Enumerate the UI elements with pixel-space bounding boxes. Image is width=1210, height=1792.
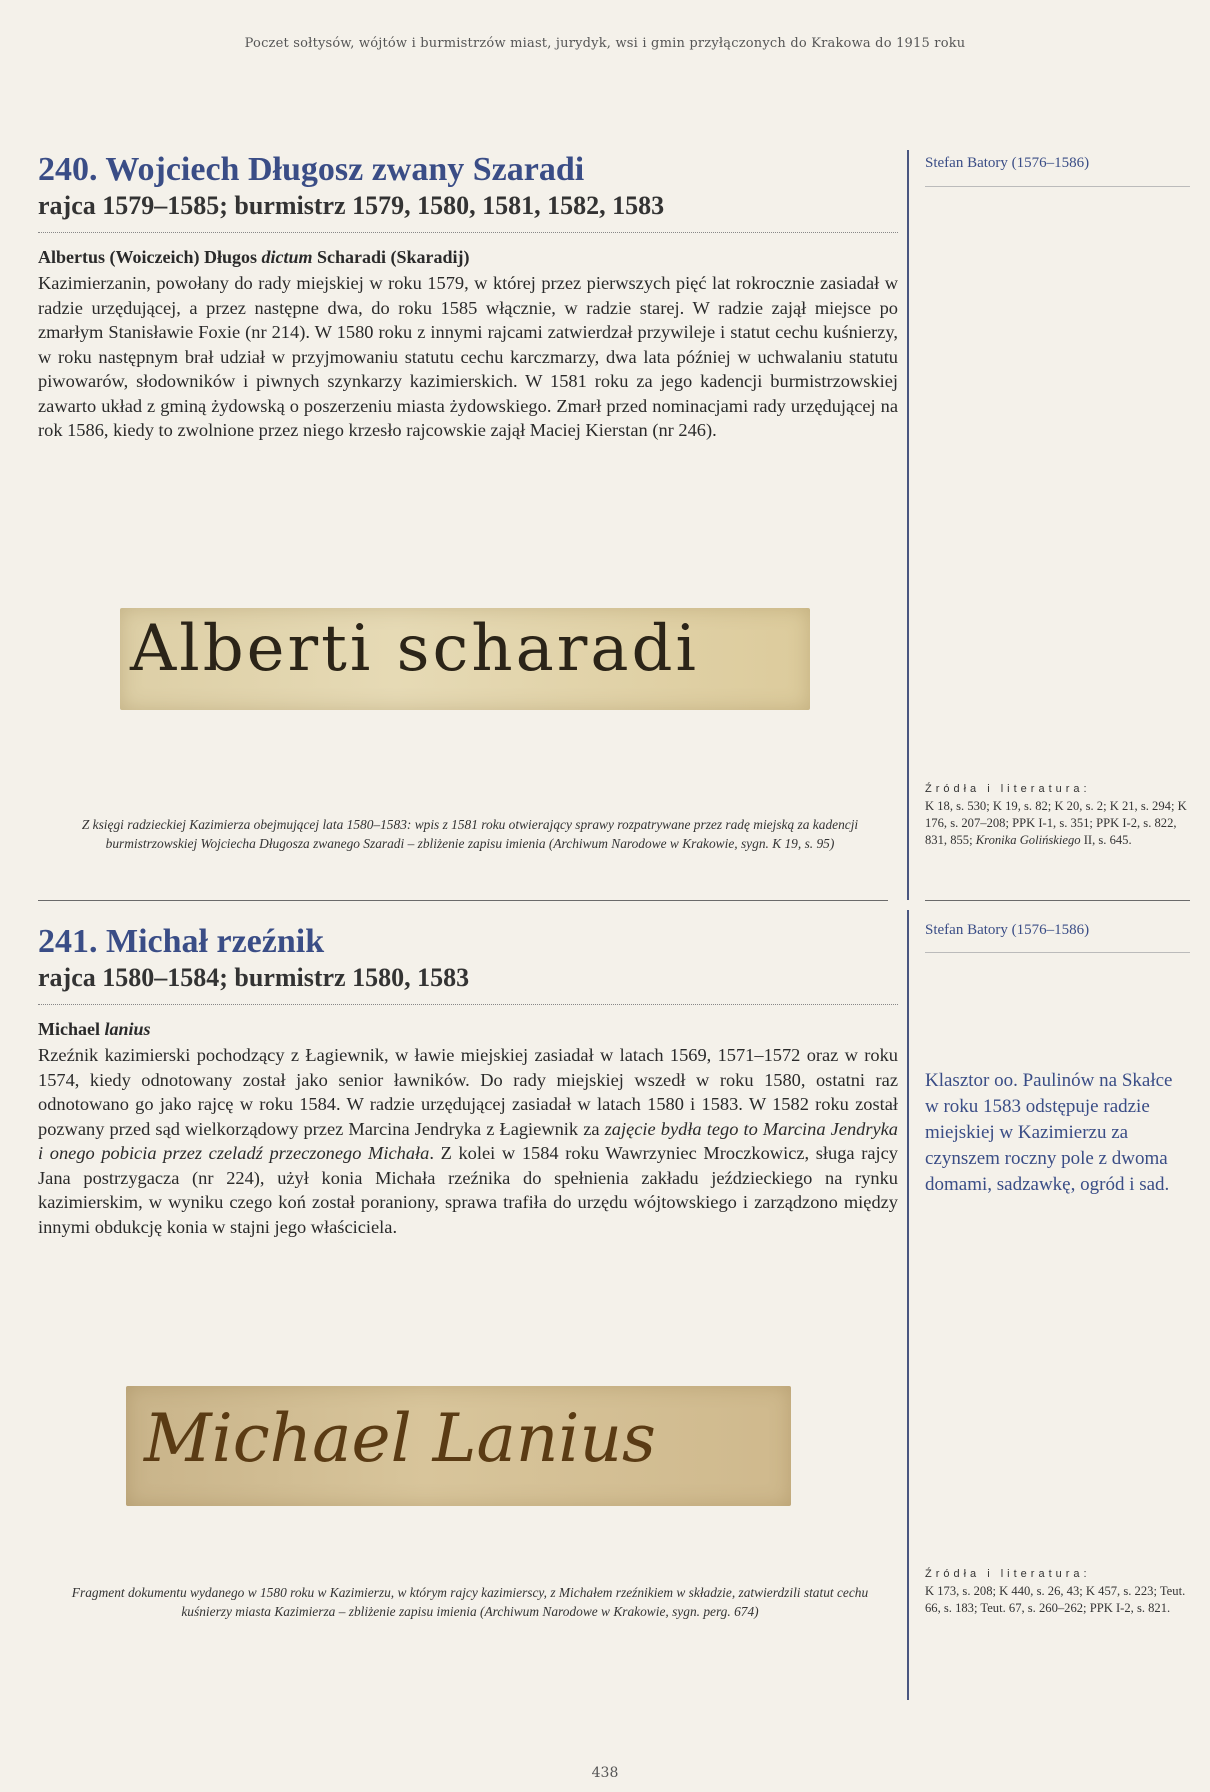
latin-name: Albertus (Woiczeich) Długos dictum Scharadi (Skaradij) <box>38 247 470 267</box>
sidebar-separator <box>925 952 1190 953</box>
figure-caption-241: Fragment dokumentu wydanego w 1580 roku w Kazimierzu, w którym rajcy kazimierscy, z Michałem rzeźnikiem w składzie, zatwierdzili statut cechu kuśnierzy miasta Kazimierza – zbliżenie zapisu imienia (Archiwum Narodowe w Krakowie, sygn. perg. 674) <box>71 1585 869 1619</box>
figure-caption-240: Z księgi radzieckiej Kazimierza obejmującej lata 1580–1583: wpis z 1581 roku otwierający sprawy rozpatrywane przez radę miejską za kadencji burmistrzowskiej Wojciecha Długosza zwanego Szaradi – zbliżenie zapisu imienia (Archiwum Narodowe w Krakowie, sygn. K 19, s. 95) <box>81 817 859 851</box>
sidebar-note <box>925 1068 1183 1198</box>
sources-list: K 18, s. 530; K 19, s. 82; K 20, s. 2; K 21, s. 294; K 176, s. 207–208; PPK I-1, s. 351; PPK I-2, s. 822, 831, 855; Kronika Golińskiego II, s. 645. <box>925 799 1187 847</box>
entry-title: 240. Wojciech Długosz zwany Szaradi <box>38 151 585 188</box>
entry-241 <box>38 922 898 1239</box>
ruler-label: Stefan Batory (1576–1586) <box>925 922 1090 938</box>
column-rule-lower <box>907 910 909 1700</box>
sidebar-241 <box>925 922 1190 939</box>
page-number: 438 <box>591 1765 619 1781</box>
sidebar-240 <box>925 155 1190 172</box>
sources-241 <box>925 1568 1187 1617</box>
signature-text: Alberti scharadi <box>130 612 699 686</box>
column-rule-upper <box>907 150 909 900</box>
entry-240 <box>38 150 898 443</box>
sources-240 <box>925 783 1187 849</box>
entry-subtitle: rajca 1579–1585; burmistrz 1579, 1580, 1581, 1582, 1583 <box>38 191 665 220</box>
signature-image-alberti <box>120 608 810 710</box>
latin-name: Michael lanius <box>38 1019 151 1039</box>
sources-title: Źródła i literatura: <box>925 1568 1091 1580</box>
sources-list: K 173, s. 208; K 440, s. 26, 43; K 457, s. 223; Teut. 66, s. 183; Teut. 67, s. 260–262; PPK I-2, s. 821. <box>925 1584 1186 1615</box>
dotted-divider <box>38 1004 898 1005</box>
entry-separator <box>38 900 888 901</box>
signature-image-michael <box>126 1386 791 1506</box>
note-text: Klasztor oo. Paulinów na Skałce w roku 1583 odstępuje radzie miejskiej w Kazimierzu za czynszem roczny pole z dwoma domami, sadzawkę, ogród i sad. <box>925 1070 1173 1195</box>
entry-title: 241. Michał rzeźnik <box>38 923 325 960</box>
entry-subtitle: rajca 1580–1584; burmistrz 1580, 1583 <box>38 963 470 992</box>
running-head: Poczet sołtysów, wójtów i burmistrzów miast, jurydyk, wsi i gmin przyłączonych do Krakowa do 1915 roku <box>244 36 966 51</box>
ruler-label: Stefan Batory (1576–1586) <box>925 155 1090 171</box>
signature-text: Michael Lanius <box>144 1400 656 1477</box>
entry-body: Rzeźnik kazimierski pochodzący z Łagiewnik, w ławie miejskiej zasiadał w latach 1569, 1571–1572 oraz w roku 1574, kiedy odnotowany został jako senior ławników. Do rady miejskiej wszedł w roku 1580, ostatni raz odnotowano go jako rajcę w roku 1584. W radzie urzędującej zasiadał w latach 1580 i 1583. W 1582 roku został pozwany przed sąd wielkorządowy przez Marcina Jendryka z Łagiewnik za zajęcie bydła tego to Marcina Jendryka i onego pobicia przez czeladź przeczonego Michała. Z kolei w 1584 roku Wawrzyniec Mroczkowicz, sługa rajcy Jana postrzygacza (nr 224), użył konia Michała rzeźnika do spełnienia zakładu jeździeckiego na rynku kazimierskim, w wyniku czego koń został poraniony, sprawa trafiła do urzędu wójtowskiego i zarządzono między innymi obdukcję konia w stajni jego właściciela. <box>38 1045 899 1237</box>
sidebar-separator <box>925 186 1190 187</box>
entry-body: Kazimierzanin, powołany do rady miejskiej w roku 1579, w której przez pierwszych pięć lat rokrocznie zasiadał w radzie urzędującej, a przez następne dwa, do roku 1585 włącznie, w radzie starej. W radzie zajął miejsce po zmarłym Stanisławie Foxie (nr 214). W 1580 roku z innymi rajcami zatwierdzał przywileje i statut cechu kuśnierzy, w roku następnym brał udział w przyjmowaniu statutu cechu karczmarzy, dwa lata później w uchwalaniu statutu piwowarów, słodowników i piwnych szynkarzy kazimierskich. W 1581 roku za jego kadencji burmistrzowskiej zawarto układ z gminą żydowską o poszerzeniu miasta żydowskiego. Zmarł przed nominacjami rady urzędującej na rok 1586, kiedy to zwolnione przez niego krzesło rajcowskie zajął Maciej Kierstan (nr 246). <box>38 273 898 440</box>
sources-title: Źródła i literatura: <box>925 783 1091 795</box>
dotted-divider <box>38 232 898 233</box>
sidebar-separator <box>925 900 1190 901</box>
